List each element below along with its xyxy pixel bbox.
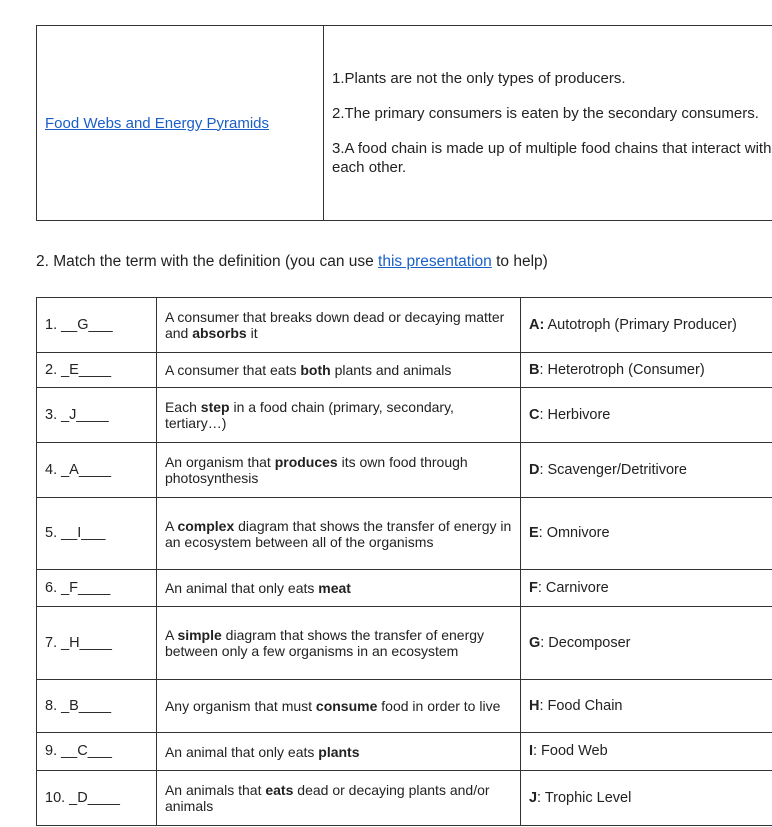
prompt-text: 2. Match the term with the definition (you can use: [36, 253, 379, 270]
definition-bold: complex: [177, 517, 235, 534]
answer-cell[interactable]: 10. _D____: [37, 771, 157, 826]
definition-bold: meat: [318, 580, 351, 596]
term-cell: [520, 607, 772, 680]
term-cell: [520, 733, 772, 771]
definition-cell: [156, 607, 520, 680]
term-letter: B: [528, 361, 540, 378]
definition-text: food in order to live: [377, 698, 501, 714]
term-text: : Carnivore: [537, 579, 609, 596]
definition-text: An animal that only eats: [164, 743, 319, 760]
table-row: [37, 498, 772, 570]
term-text: : Food Web: [533, 743, 608, 759]
answer-cell[interactable]: 1. __G___: [37, 298, 157, 353]
table-row: [37, 388, 772, 443]
term-letter: C: [528, 406, 540, 423]
term-cell: [520, 570, 772, 607]
term-cell: [520, 388, 772, 443]
term-text: : Omnivore: [538, 525, 610, 541]
statements-cell: [324, 26, 772, 221]
definition-bold: produces: [274, 454, 338, 470]
definition-text: plants and animals: [330, 362, 452, 378]
answer-cell[interactable]: 9. __C___: [37, 733, 157, 771]
definition-text: A consumer that breaks down dead or decaying matter and: [164, 309, 505, 341]
topic-cell: [37, 26, 324, 221]
answer-cell[interactable]: 5. __I___: [37, 498, 157, 570]
table-row: [37, 298, 772, 353]
definition-cell: [156, 570, 520, 607]
term-letter: F: [528, 579, 538, 596]
term-letter: I: [528, 743, 533, 759]
definition-text: An organism that: [164, 454, 275, 470]
answer-cell[interactable]: 3. _J____: [37, 388, 157, 443]
term-text: : Trophic Level: [537, 789, 632, 806]
definition-bold: both: [300, 362, 331, 378]
table-row: [37, 570, 772, 607]
table-row: [37, 353, 772, 388]
table-row: [37, 680, 772, 733]
answer-cell[interactable]: 4. _A____: [37, 443, 157, 498]
term-letter: A:: [528, 316, 545, 333]
term-text: : Decomposer: [540, 634, 631, 651]
definition-text: dead or decaying plants and/or animals: [164, 782, 490, 814]
term-letter: J: [528, 789, 538, 806]
definition-cell: [156, 771, 520, 826]
definition-text: A consumer that eats: [164, 362, 301, 378]
definition-cell: [156, 498, 520, 570]
term-letter: D: [528, 461, 540, 478]
term-letter: H: [528, 697, 540, 714]
term-cell: [520, 443, 772, 498]
term-text: : Scavenger/Detritivore: [539, 461, 687, 478]
term-cell: [520, 680, 772, 733]
matching-table: [36, 297, 772, 826]
table-row: [37, 607, 772, 680]
statement: 1.Plants are not the only types of producers.: [332, 70, 626, 87]
definition-cell: [156, 353, 520, 388]
term-cell: [520, 353, 772, 388]
term-text: Autotroph (Primary Producer): [544, 316, 737, 333]
definition-text: diagram that shows the transfer of energy in an ecosystem between all of the organisms: [164, 517, 512, 550]
definition-text: diagram that shows the transfer of energy between only a few organisms in an ecosystem: [164, 627, 485, 659]
definition-bold: step: [200, 399, 230, 415]
definition-text: in a food chain (primary, secondary, tertiary…): [164, 399, 454, 431]
definition-bold: absorbs: [192, 325, 247, 341]
table-row: [37, 771, 772, 826]
term-cell: [520, 298, 772, 353]
term-letter: G: [528, 634, 541, 651]
question-2-prompt: [36, 253, 548, 271]
definition-cell: [156, 298, 520, 353]
answer-cell[interactable]: 8. _B____: [37, 680, 157, 733]
definition-cell: [156, 388, 520, 443]
table-row: [37, 443, 772, 498]
statement: 3.A food chain is made up of multiple food chains that interact with each other.: [332, 140, 772, 176]
definition-bold: plants: [318, 743, 360, 760]
table-row: [37, 733, 772, 771]
definition-text: A: [164, 627, 178, 643]
term-text: : Heterotroph (Consumer): [539, 361, 705, 378]
food-webs-link[interactable]: Food Webs and Energy Pyramids: [45, 114, 269, 132]
definition-text: Any organism that must: [164, 698, 316, 714]
definition-text: its own food through photosynthesis: [164, 454, 468, 486]
statement: 2.The primary consumers is eaten by the secondary consumers.: [332, 105, 759, 122]
term-cell: [520, 771, 772, 826]
definition-cell: [156, 680, 520, 733]
term-text: : Food Chain: [539, 697, 623, 714]
definition-text: it: [246, 325, 258, 341]
definition-text: An animals that: [164, 782, 266, 798]
definition-bold: eats: [265, 782, 294, 798]
definition-text: A: [164, 517, 178, 534]
definition-cell: [156, 733, 520, 771]
definition-bold: simple: [177, 627, 222, 643]
term-cell: [520, 498, 772, 570]
prompt-text: to help): [491, 253, 548, 270]
answer-cell[interactable]: 2. _E____: [37, 353, 157, 388]
term-text: : Herbivore: [539, 406, 611, 423]
definition-cell: [156, 443, 520, 498]
definition-bold: consume: [315, 698, 378, 714]
term-letter: E: [528, 525, 539, 541]
definition-text: An animal that only eats: [164, 580, 319, 596]
food-web-statements-table: [36, 25, 772, 221]
definition-text: Each: [164, 399, 201, 415]
answer-cell[interactable]: 6. _F____: [37, 570, 157, 607]
presentation-link[interactable]: this presentation: [378, 253, 492, 270]
answer-cell[interactable]: 7. _H____: [37, 607, 157, 680]
